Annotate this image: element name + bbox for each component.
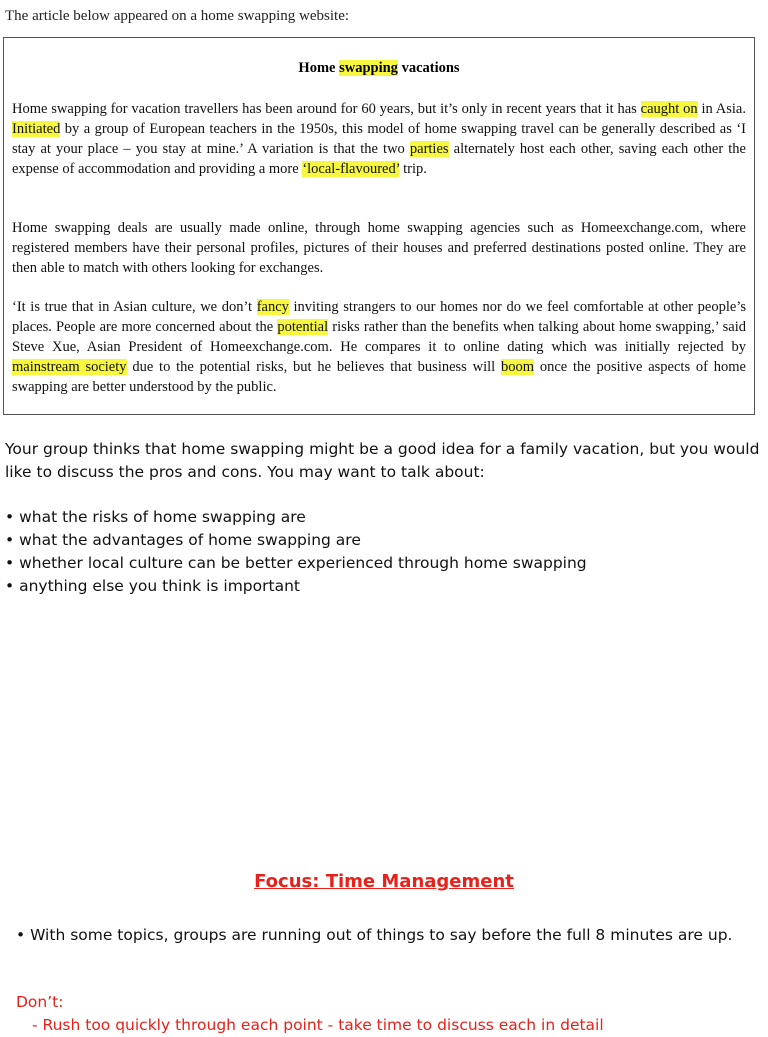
focus-heading: [0, 871, 768, 892]
title-part: Home: [298, 60, 340, 76]
discussion-point: • whether local culture can be better experienced through home swapping: [5, 554, 587, 572]
title-part: vacations: [397, 60, 460, 76]
article-paragraph-3: [12, 297, 746, 397]
text-span: inviting strangers to our homes nor do we feel comfortable at other people’s places. People are more concerned about the: [12, 299, 746, 335]
text-span: in Asia.: [697, 101, 746, 117]
focus-heading-text: Focus: Time Management: [254, 871, 514, 892]
text-span: once the positive aspects of home swapping are better understood by the public.: [12, 359, 746, 395]
text-span: Home swapping for vacation travellers has been around for 60 years, but it’s only in recent years that it has: [12, 101, 641, 117]
article-box: [3, 37, 755, 415]
discussion-points: [5, 506, 760, 598]
highlight: Initiated: [12, 121, 61, 137]
article-title: [4, 60, 754, 77]
text-span: due to the potential risks, but he believes that business will: [126, 359, 501, 375]
highlight: potential: [277, 319, 329, 335]
article-paragraph-1: [12, 99, 746, 179]
highlight: ‘local-flavoured’: [302, 161, 400, 177]
discussion-point: • anything else you think is important: [5, 577, 300, 595]
discussion-prompt: Your group thinks that home swapping might be a good idea for a family vacation, but you would like to discuss the pros and cons. You may want to talk about:: [5, 440, 760, 481]
highlight: parties: [409, 141, 449, 157]
focus-note: • With some topics, groups are running out of things to say before the full 8 minutes are up.: [16, 926, 733, 944]
intro-text: The article below appeared on a home swapping website:: [5, 8, 350, 24]
donts-heading: Don’t:: [16, 993, 64, 1011]
discussion-point: • what the risks of home swapping are: [5, 508, 306, 526]
text-span: by a group of European teachers in the 1950s, this model of home swapping travel can be generally described as ‘I stay at your place – you stay at mine.’ A variation is that the two: [12, 121, 746, 157]
text-span: alternately host each other, saving each other the expense of accommodation and providing a more: [12, 141, 746, 177]
article-paragraph-2: Home swapping deals are usually made online, through home swapping agencies such as Homeexchange.com, where registered members have their personal profiles, pictures of their houses and preferred destinations posted online. They are then able to match with others looking for exchanges.: [12, 220, 746, 276]
highlight: boom: [500, 359, 535, 375]
discussion-point: • what the advantages of home swapping are: [5, 531, 361, 549]
highlight: caught on: [640, 101, 698, 117]
donts-item: - Rush too quickly through each point - take time to discuss each in detail: [32, 1016, 604, 1034]
text-span: risks rather than the benefits when talking about home swapping,’ said Steve Xue, Asian President of Homeexchange.com. He compares it to online dating which was initially rejected by: [12, 319, 747, 355]
text-span: ‘It is true that in Asian culture, we don’t: [12, 299, 257, 315]
highlight: fancy: [256, 299, 289, 315]
text-span: trip.: [399, 161, 427, 177]
highlight: swapping: [339, 60, 398, 76]
highlight: mainstream society: [12, 359, 127, 375]
